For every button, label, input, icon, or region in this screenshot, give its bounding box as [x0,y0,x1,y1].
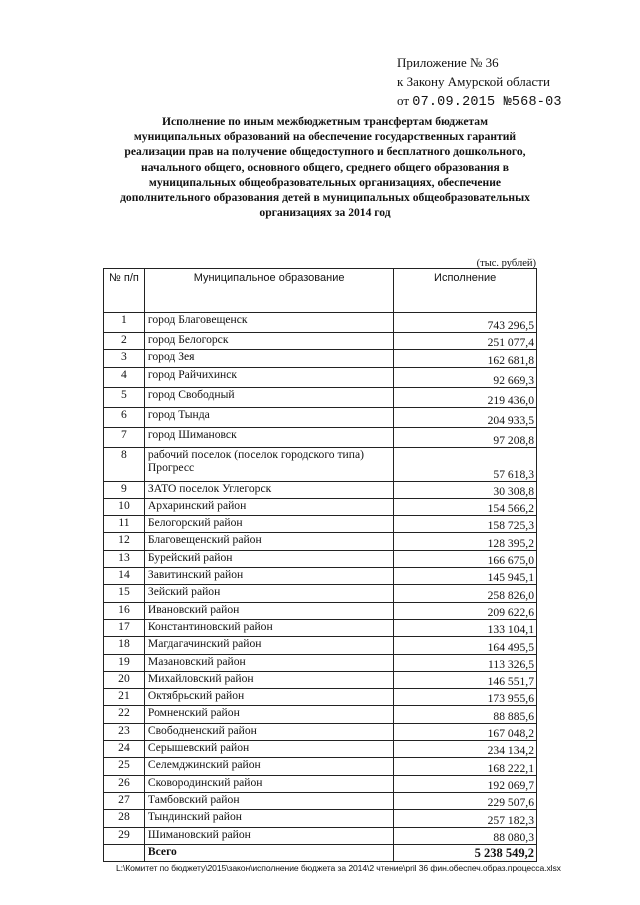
table-row [104,792,537,809]
row-number: 24 [104,741,145,758]
row-number: 27 [104,792,145,809]
execution-table [103,268,537,862]
row-municipality: Константиновский район [144,619,393,636]
header-num: № п/п [104,269,145,313]
row-number: 28 [104,810,145,827]
row-municipality: город Благовещенск [144,313,393,333]
row-number: 6 [104,407,145,427]
row-number: 15 [104,585,145,602]
table-row [104,671,537,688]
row-value: 113 326,5 [394,654,537,671]
row-value: 128 395,2 [394,533,537,550]
row-value: 88 080,3 [394,827,537,844]
row-municipality: Благовещенский район [144,533,393,550]
table-row [104,407,537,427]
row-municipality: Бурейский район [144,550,393,567]
row-value: 166 675,0 [394,550,537,567]
row-number: 10 [104,498,145,515]
header-value: Исполнение [394,269,537,313]
row-number: 7 [104,427,145,447]
row-municipality: Михайловский район [144,671,393,688]
file-path-footer: L:\Комитет по бюджету\2015\закон\исполнение бюджета за 2014\2 чтение\pril 36 фин.обеспеч.образ.процесса.xlsx [116,863,561,873]
table-row [104,387,537,407]
table-row [104,637,537,654]
row-municipality: город Тында [144,407,393,427]
row-value: 743 296,5 [394,313,537,333]
table-row [104,350,537,367]
row-municipality: город Свободный [144,387,393,407]
appendix-date-prefix: от [397,93,410,108]
row-value: 97 208,8 [394,427,537,447]
row-municipality: ЗАТО поселок Углегорск [144,481,393,498]
row-number: 20 [104,671,145,688]
table-row [104,516,537,533]
table-row [104,585,537,602]
row-number: 23 [104,723,145,740]
row-value: 192 069,7 [394,775,537,792]
row-number: 14 [104,568,145,585]
row-value: 133 104,1 [394,619,537,636]
row-number: 5 [104,387,145,407]
table-row [104,654,537,671]
appendix-date-line [397,91,562,112]
row-municipality: город Зея [144,350,393,367]
row-value: 154 566,2 [394,498,537,515]
row-municipality: Тамбовский район [144,792,393,809]
row-number: 11 [104,516,145,533]
row-value: 204 933,5 [394,407,537,427]
table-row [104,568,537,585]
row-municipality: Магдагачинский район [144,637,393,654]
row-number: 21 [104,689,145,706]
row-value: 209 622,6 [394,602,537,619]
row-municipality: Шимановский район [144,827,393,844]
table-row [104,619,537,636]
table-row [104,775,537,792]
row-number: 13 [104,550,145,567]
row-number: 26 [104,775,145,792]
row-number: 12 [104,533,145,550]
row-municipality: город Шимановск [144,427,393,447]
table-row [104,758,537,775]
row-number: 17 [104,619,145,636]
row-municipality: Архаринский район [144,498,393,515]
row-municipality: Селемджинский район [144,758,393,775]
row-municipality: рабочий поселок (поселок городского типа) Прогресс [144,447,393,481]
table-row [104,498,537,515]
row-number: 19 [104,654,145,671]
row-value: 146 551,7 [394,671,537,688]
table-row [104,741,537,758]
row-municipality: Завитинский район [144,568,393,585]
row-value: 164 495,5 [394,637,537,654]
table-row [104,689,537,706]
row-municipality: Свободненский район [144,723,393,740]
row-number: 9 [104,481,145,498]
row-value: 251 077,4 [394,333,537,350]
row-value: 158 725,3 [394,516,537,533]
row-value: 257 182,3 [394,810,537,827]
table-row [104,481,537,498]
row-municipality: Серышевский район [144,741,393,758]
row-number: 4 [104,367,145,387]
row-value: 167 048,2 [394,723,537,740]
row-value: 219 436,0 [394,387,537,407]
table-row [104,427,537,447]
row-municipality: город Белогорск [144,333,393,350]
table-header-row [104,269,537,313]
table-row [104,313,537,333]
row-value: 258 826,0 [394,585,537,602]
row-number: 29 [104,827,145,844]
table-row [104,447,537,481]
row-number: 16 [104,602,145,619]
table-row [104,810,537,827]
row-municipality: Мазановский район [144,654,393,671]
table-row [104,706,537,723]
table-row [104,533,537,550]
row-value: 30 308,8 [394,481,537,498]
total-num-cell [104,844,145,861]
row-municipality: Тындинский район [144,810,393,827]
table-row [104,367,537,387]
row-municipality: Ивановский район [144,602,393,619]
table-row [104,333,537,350]
header-name: Муниципальное образование [144,269,393,313]
row-number: 1 [104,313,145,333]
row-value: 173 955,6 [394,689,537,706]
appendix-law: к Закону Амурской области [397,74,550,89]
row-value: 88 885,6 [394,706,537,723]
appendix-date-number: 07.09.2015 №568-03 [412,95,562,110]
table-row [104,602,537,619]
row-municipality: Октябрьский район [144,689,393,706]
row-value: 162 681,8 [394,350,537,367]
row-number: 3 [104,350,145,367]
row-municipality: Зейский район [144,585,393,602]
appendix-number: Приложение № 36 [397,55,499,70]
row-value: 145 945,1 [394,568,537,585]
units-label: (тыс. рублей) [476,258,536,269]
row-number: 25 [104,758,145,775]
document-title: Исполнение по иным межбюджетным трансфертам бюджетам муниципальных образований на обеспечение государственных гарантий реализации прав на получение общедоступного и бесплатного дошкольного, начального общего, основного общего, среднего общего образования в муниципальных общеобразовательных организациях, обеспечение дополнительного образования детей в муниципальных общеобразовательных организациях за 2014 год [120,115,530,220]
row-value: 168 222,1 [394,758,537,775]
row-value: 92 669,3 [394,367,537,387]
table-row [104,827,537,844]
row-municipality: город Райчихинск [144,367,393,387]
row-value: 229 507,6 [394,792,537,809]
table-row [104,550,537,567]
row-municipality: Ромненский район [144,706,393,723]
row-number: 18 [104,637,145,654]
total-value: 5 238 549,2 [394,844,537,861]
total-row [104,844,537,861]
total-label: Всего [144,844,393,861]
row-number: 8 [104,447,145,481]
appendix-reference [397,53,562,112]
row-number: 2 [104,333,145,350]
row-municipality: Белогорский район [144,516,393,533]
row-value: 57 618,3 [394,447,537,481]
row-number: 22 [104,706,145,723]
table-row [104,723,537,740]
row-value: 234 134,2 [394,741,537,758]
row-municipality: Сковородинский район [144,775,393,792]
